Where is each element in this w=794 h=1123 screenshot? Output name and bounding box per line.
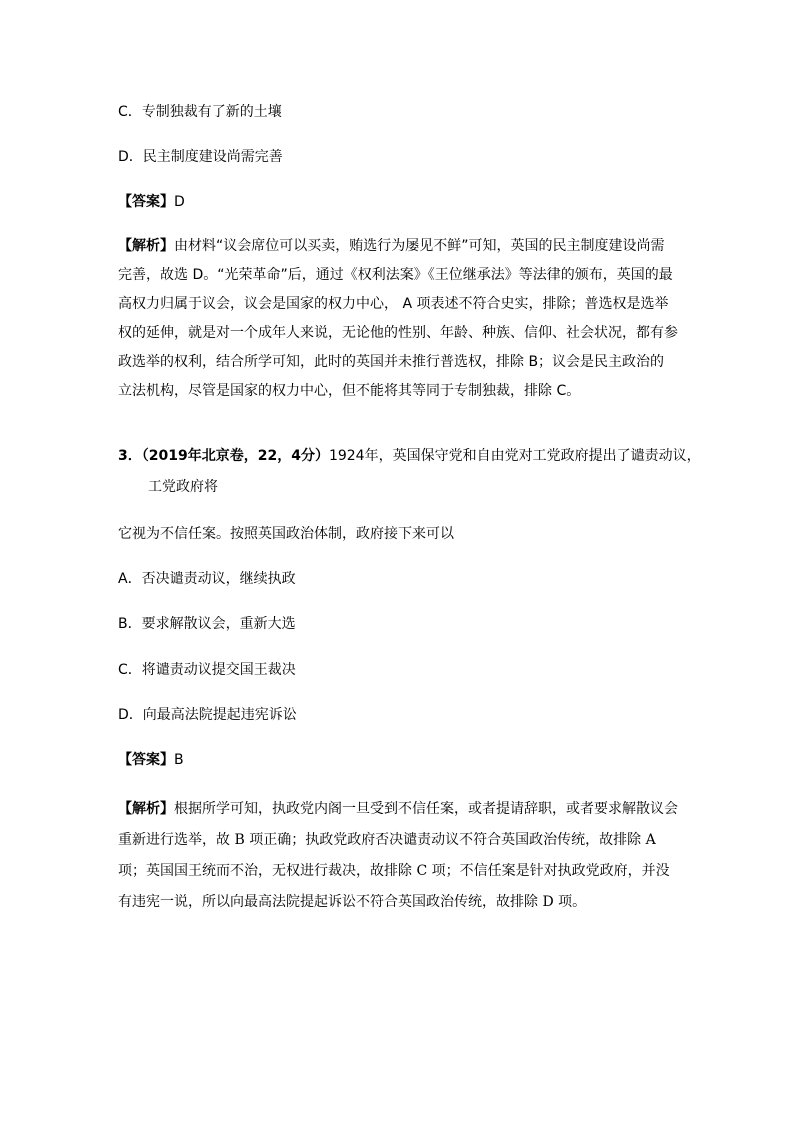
q3-option-a: A．否决谴责动议，继续执政: [118, 571, 296, 587]
q2-analysis: [118, 232, 678, 406]
analysis-tag: 【解析】: [118, 238, 174, 254]
q3-stem-line2: 工党政府将: [148, 479, 218, 495]
q3-option-c: C．将谴责动议提交国王裁决: [118, 662, 296, 678]
q2-option-c: C．专制独裁有了新的土壤: [118, 104, 282, 120]
analysis-tag: 【解析】: [118, 801, 174, 817]
question-stem-1: 1924年，英国保守党和自由党对工党政府提出了谴责动议，: [328, 448, 701, 464]
q3-stem-line3: 它视为不信任案。按照英国政治体制，政府接下来可以: [118, 526, 454, 542]
answer-tag: 【答案】: [118, 752, 174, 768]
answer-tag: 【答案】: [118, 194, 174, 210]
question-number: 3．: [118, 448, 142, 464]
q3-analysis: [118, 794, 678, 918]
answer-value: B: [174, 752, 184, 768]
q3-option-d: D．向最高法院提起违宪诉讼: [118, 707, 297, 723]
question-source: （2019年北京卷，22，4分）: [141, 448, 329, 464]
q3-answer: [118, 750, 184, 770]
q3-option-b: B．要求解散议会，重新大选: [118, 616, 296, 632]
q2-answer: [118, 192, 185, 212]
analysis-text: 由材料“议会席位可以买卖，贿选行为屡见不鲜”可知，英国的民主制度建设尚需完善，故选 D。“光荣革命”后，通过《权利法案》《王位继承法》等法律的颁布，英国的最高权力归属于议会，议会是国家的权力中心， A 项表述不符合史实，排除；普选权是选举权的延伸，就是对一个成年人来说，无论他的性别、年龄、种族、信仰、社会状况，都有参政选举的权利，结合所学可知，此时的英国并未推行普选权，排除 B；议会是民主政治的立法机构，尽管是国家的权力中心，但不能将其等同于专制独裁，排除 C。: [118, 238, 678, 399]
analysis-text: 根据所学可知，执政党内阁一旦受到不信任案，或者提请辞职，或者要求解散议会重新进行选举，故 B 项正确；执政党政府否决谴责动议不符合英国政治传统，故排除 A 项；英国国王统而不治，无权进行裁决，故排除 C 项；不信任案是针对执政党政府，并没有违宪一说，所以向最高法院提起诉讼不符合英国政治传统，故排除 D 项。: [118, 801, 678, 910]
q3-stem-line1: [118, 446, 701, 466]
answer-value: D: [174, 194, 185, 210]
q2-option-d: D．民主制度建设尚需完善: [118, 149, 283, 165]
